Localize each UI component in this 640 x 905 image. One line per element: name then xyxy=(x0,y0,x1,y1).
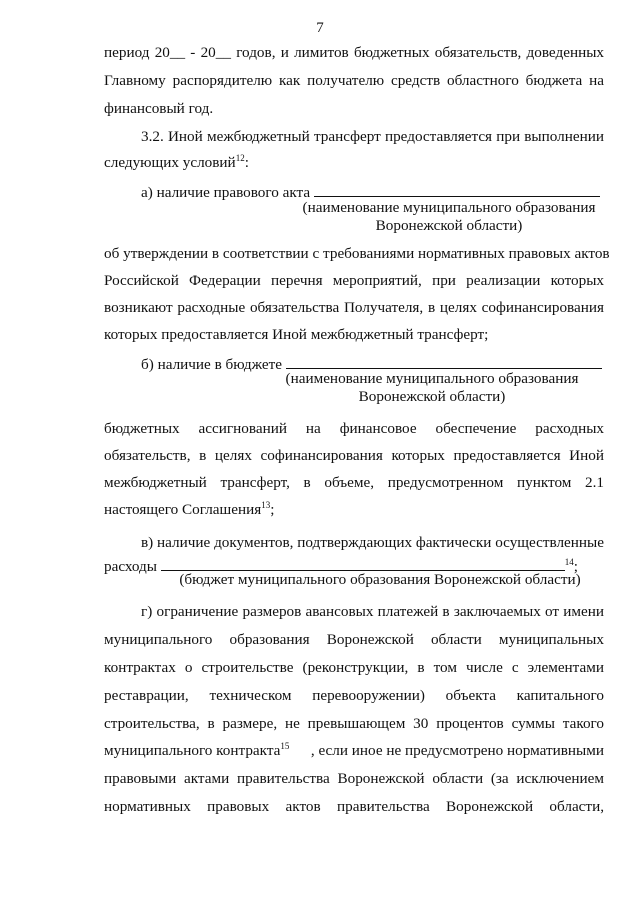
paragraph-line: об утверждении в соответствии с требованиями нормативных правовых актов xyxy=(104,245,610,262)
paragraph-line: строительства, в размере, не превышающем 30 процентов суммы такого xyxy=(104,715,604,732)
condition-v-line: расходы $^{14}$; xyxy=(104,557,579,575)
paragraph-line: возникают расходные обязательства Получателя, в целях софинансирования xyxy=(104,299,604,316)
footnote-ref-15: 15 xyxy=(280,741,290,751)
page-number: 7 xyxy=(316,20,324,36)
footnote-ref-12: 12 xyxy=(235,153,245,163)
paragraph-line: настоящего Соглашения$^{13}$; xyxy=(104,500,275,518)
condition-v-line: в) наличие документов, подтверждающих фактически осуществленные xyxy=(141,534,604,551)
footnote-ref-13: 13 xyxy=(261,500,271,510)
paragraph-line: бюджетных ассигнований на финансовое обеспечение расходных xyxy=(104,420,604,437)
paragraph-line: муниципального образования Воронежской области муниципальных xyxy=(104,631,604,648)
caption-v: (бюджет муниципального образования Воронежской области) xyxy=(179,571,581,588)
caption-b-line2: Воронежской области) xyxy=(358,388,506,405)
paragraph-line: финансовый год. xyxy=(104,100,214,117)
caption-a-line2: Воронежской области) xyxy=(375,217,523,234)
paragraph-line: муниципального контракта$^{15}$ , если иное не предусмотрено нормативными xyxy=(104,741,604,759)
caption-a-line1: (наименование муниципального образования xyxy=(302,199,596,216)
condition-g-line: г) ограничение размеров авансовых платежей в заключаемых от имени xyxy=(141,603,604,620)
blank-field-b xyxy=(286,354,602,369)
condition-a-label: а) наличие правового акта xyxy=(141,182,604,202)
paragraph-line: контрактах о строительстве (реконструкции, в том числе с элементами xyxy=(104,659,604,676)
paragraph-line: Российской Федерации перечня мероприятий, при реализации которых xyxy=(104,272,604,289)
paragraph-line: Главному распорядителю как получателю средств областного бюджета на xyxy=(104,72,604,89)
condition-b-label: б) наличие в бюджете xyxy=(141,354,604,374)
paragraph-line: реставрации, техническом перевооружении) объекта капитального xyxy=(104,687,604,704)
section-3-2-line: следующих условий$^{12}$: xyxy=(104,153,249,171)
paragraph-line: межбюджетный трансферт, в объеме, предусмотренном пунктом 2.1 xyxy=(104,474,604,491)
blank-field-v xyxy=(161,556,565,571)
paragraph-line: обязательств, в целях софинансирования которых предоставляется Иной xyxy=(104,447,604,464)
paragraph-line: которых предоставляется Иной межбюджетный трансферт; xyxy=(104,326,489,343)
paragraph-line: период 20__ - 20__ годов, и лимитов бюджетных обязательств, доведенных xyxy=(104,44,604,61)
caption-b-line1: (наименование муниципального образования xyxy=(285,370,579,387)
blank-field-a xyxy=(314,182,600,197)
footnote-ref-14: 14 xyxy=(564,557,574,567)
section-3-2-line: 3.2. Иной межбюджетный трансферт предоставляется при выполнении xyxy=(141,128,604,145)
paragraph-line: правовыми актами правительства Воронежской области (за исключением xyxy=(104,770,604,787)
paragraph-line: нормативных правовых актов правительства Воронежской области, xyxy=(104,798,604,815)
